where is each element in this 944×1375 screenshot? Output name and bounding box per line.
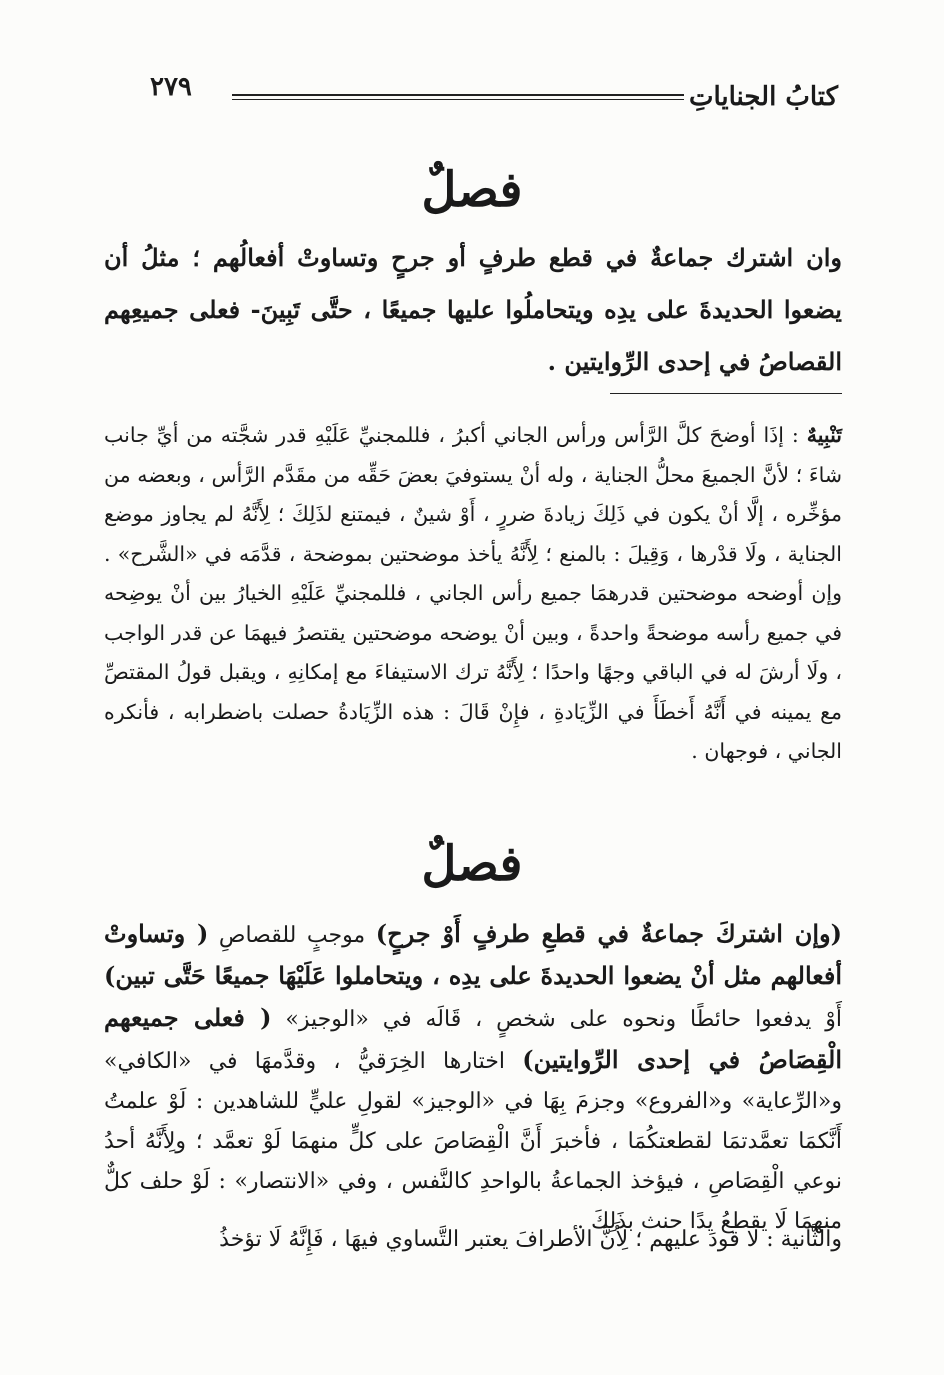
- note-paragraph: [104, 416, 842, 772]
- commentary-paragraph-2: والثَّانية : لَا قودَ عليهم ؛ لِأَنَّ الأطرافَ يعتبر التَّساوي فيهَا ، فَإِنَّهُ لَا تؤخذُ: [219, 1227, 842, 1252]
- header-rule: [232, 94, 684, 100]
- commentary-paragraph-1: [104, 914, 842, 1242]
- section-heading-2: فصلٌ: [421, 836, 523, 892]
- matn-paragraph-1: وان اشترك جماعةٌ في قطع طرفٍ أو جرحٍ وتساوتْ أفعالُهم ؛ مثلُ أن يضعوا الحديدةَ على يدِه ويتحاملُوا عليها جميعًا ، حتَّى تَبِينَ- فعلى جميعِهم القصاصُ في إحدى الرِّوايتين .: [104, 243, 842, 376]
- section-heading-1: فصلٌ: [421, 162, 523, 218]
- page-number: ٢٧٩: [150, 72, 192, 102]
- commentary-matn-3: ( فعلى جميعهم الْقِصَاصُ في إحدى الرِّوايتين): [104, 1003, 842, 1074]
- commentary-sharh-3: اختارها الخِرَقيُّ ، وقدَّمهَا في «الكافي» و«الرِّعاية» و«الفروع» وجزمَ بِهَا في «الوجيز» لقولِ عليٍّ للشاهدين : لَوْ علمتُ أَنَّكمَا تعمَّدتمَا لقطعتكُمَا ، فأخبرَ أَنَّ الْقِصَاصَ على كلٍّ منهمَا لَوْ تعمَّد ؛ ولِأَنَّهُ أحدُ نوعي الْقِصَاصِ ، فيؤخذ الجماعةُ بالواحدِ كالنَّفس ، وفي «الانتصار» : لَوْ حلف كلٌّ منهمَا لَا يقطعُ يدًا حنث بذَلِكَ .: [104, 1049, 842, 1234]
- note-label: تَنْبِيهٌ: [806, 423, 842, 447]
- commentary-sharh-2: أَوْ يدفعوا حائطًا ونحوه على شخصٍ ، قَالَه في «الوجيز»: [271, 1007, 842, 1032]
- note-text: : إذَا أوضحَ كلَّ الرَّأس ورأس الجاني أكبرُ ، فللمجنيِّ عَلَيْهِ قدر شجَّته من أيِّ جانب شاءَ ؛ لأنَّ الجميعَ محلُّ الجناية ، وله أنْ يستوفيَ بعضَ حَقِّه من مقَدَّم الرَّأس ، وبعضه من مؤخِّره ، إلَّا أنْ يكون في ذَلِكَ زيادةَ ضررٍ ، أَوْ شينٌ ، فيمتنع لذَلِكَ ؛ لِأَنَّهُ لم يجاوز موضع الجناية ، ولَا قدْرها ، وَقِيلَ : بالمنع ؛ لِأَنَّهُ يأخذ موضحتين بموضحة ، قدَّمَه في «الشَّرح» . وإن أوضحه موضحتين قدرهمَا جميع رأس الجاني ، فللمجنيِّ عَلَيْهِ الخيارُ بين أنْ يوضِحه في جميع رأسه موضحةً واحدةً ، وبين أنْ يوضحه موضحتين يقتصرُ فيهمَا عن قدر الواجب ، ولَا أرشَ له في الباقي وجهًا واحدًا ؛ لِأَنَّهُ ترك الاستيفاءَ مع إمكانِهِ ، ويقبل قولُ المقتصِّ مع يمينه في أَنَّهُ أَخطَأَ في الزِّيَادةِ ، فإِنْ قَالَ : هذه الزِّيَادةُ حصلت باضطرابه ، فأنكره الجاني ، فوجهان .: [104, 423, 842, 763]
- running-header-title: كتابُ الجناياتِ: [688, 82, 838, 112]
- commentary-matn-2: ( وتساوتْ أفعالهم مثل أنْ يضعوا الحديدةَ على يدِه ، ويتحاملوا عَلَيْهَا جميعًا حَتَّى تبين): [104, 919, 842, 990]
- commentary-sharh-1: موجبٍ للقصاصِ: [208, 923, 376, 948]
- footnote-divider: [610, 393, 842, 394]
- commentary-matn-1: (وإن اشتركَ جماعةٌ في قطعِ طرفٍ أَوْ جرحٍ): [375, 919, 843, 948]
